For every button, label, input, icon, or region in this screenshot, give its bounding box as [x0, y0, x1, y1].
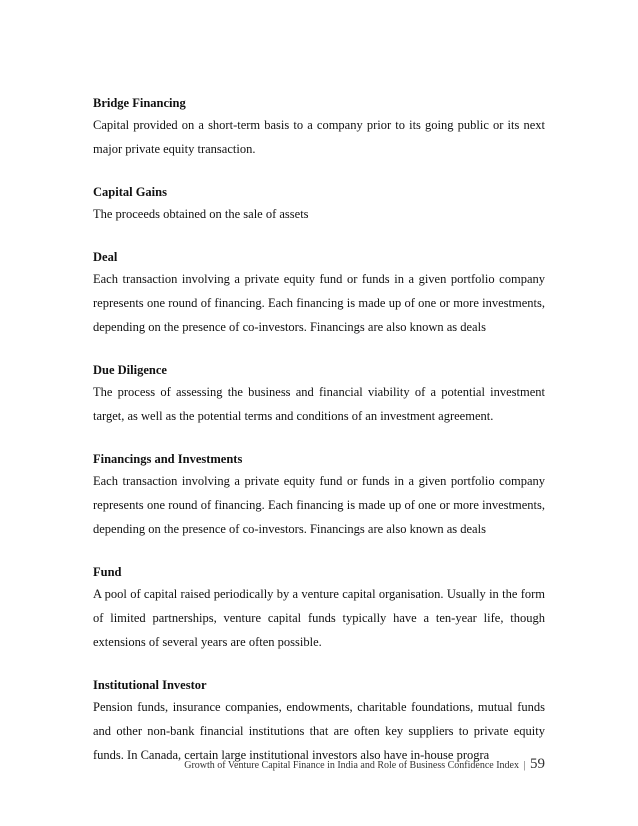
glossary-term: Fund — [93, 565, 122, 579]
glossary-entry-fund — [93, 562, 545, 654]
glossary-definition: Each transaction involving a private equity fund or funds in a given portfolio company represents one round of financing. Each financing is made up of one or more investments, depending on the presence of co-investors. Financings are also known as deals — [93, 272, 545, 334]
glossary-definition: The proceeds obtained on the sale of assets — [93, 207, 309, 221]
footer-separator: | — [523, 760, 526, 771]
page-number: 59 — [530, 756, 545, 772]
glossary-entry-capital-gains — [93, 182, 545, 226]
footer-title: Growth of Venture Capital Finance in India and Role of Business Confidence Index — [184, 760, 519, 771]
glossary-entry-due-diligence — [93, 360, 545, 428]
glossary-entry-institutional-investor — [93, 675, 545, 767]
glossary-definition: Each transaction involving a private equity fund or funds in a given portfolio company represents one round of financing. Each financing is made up of one or more investments, depending on the presence of co-investors. Financings are also known as deals — [93, 474, 545, 536]
glossary-entry-bridge-financing — [93, 93, 545, 161]
glossary-term: Financings and Investments — [93, 452, 243, 466]
glossary-definition: A pool of capital raised periodically by a venture capital organisation. Usually in the form of limited partnerships, venture capital funds typically have a ten-year life, though extensions of several years are often possible. — [93, 587, 545, 649]
glossary-term: Bridge Financing — [93, 96, 186, 110]
glossary-definition: Capital provided on a short-term basis to a company prior to its going public or its next major private equity transaction. — [93, 118, 545, 156]
glossary-page — [93, 93, 545, 788]
page-footer — [0, 756, 545, 773]
glossary-term: Institutional Investor — [93, 678, 207, 692]
glossary-term: Deal — [93, 250, 118, 264]
glossary-entry-financings-and-investments — [93, 449, 545, 541]
glossary-term: Due Diligence — [93, 363, 167, 377]
glossary-entry-deal — [93, 247, 545, 339]
glossary-definition: Pension funds, insurance companies, endowments, charitable foundations, mutual funds and other non-bank financial institutions that are often key suppliers to private equity funds. In Canada, certain large institutional investors also have in-house progra — [93, 700, 545, 762]
glossary-term: Capital Gains — [93, 185, 167, 199]
glossary-definition: The process of assessing the business and financial viability of a potential investment target, as well as the potential terms and conditions of an investment agreement. — [93, 385, 545, 423]
